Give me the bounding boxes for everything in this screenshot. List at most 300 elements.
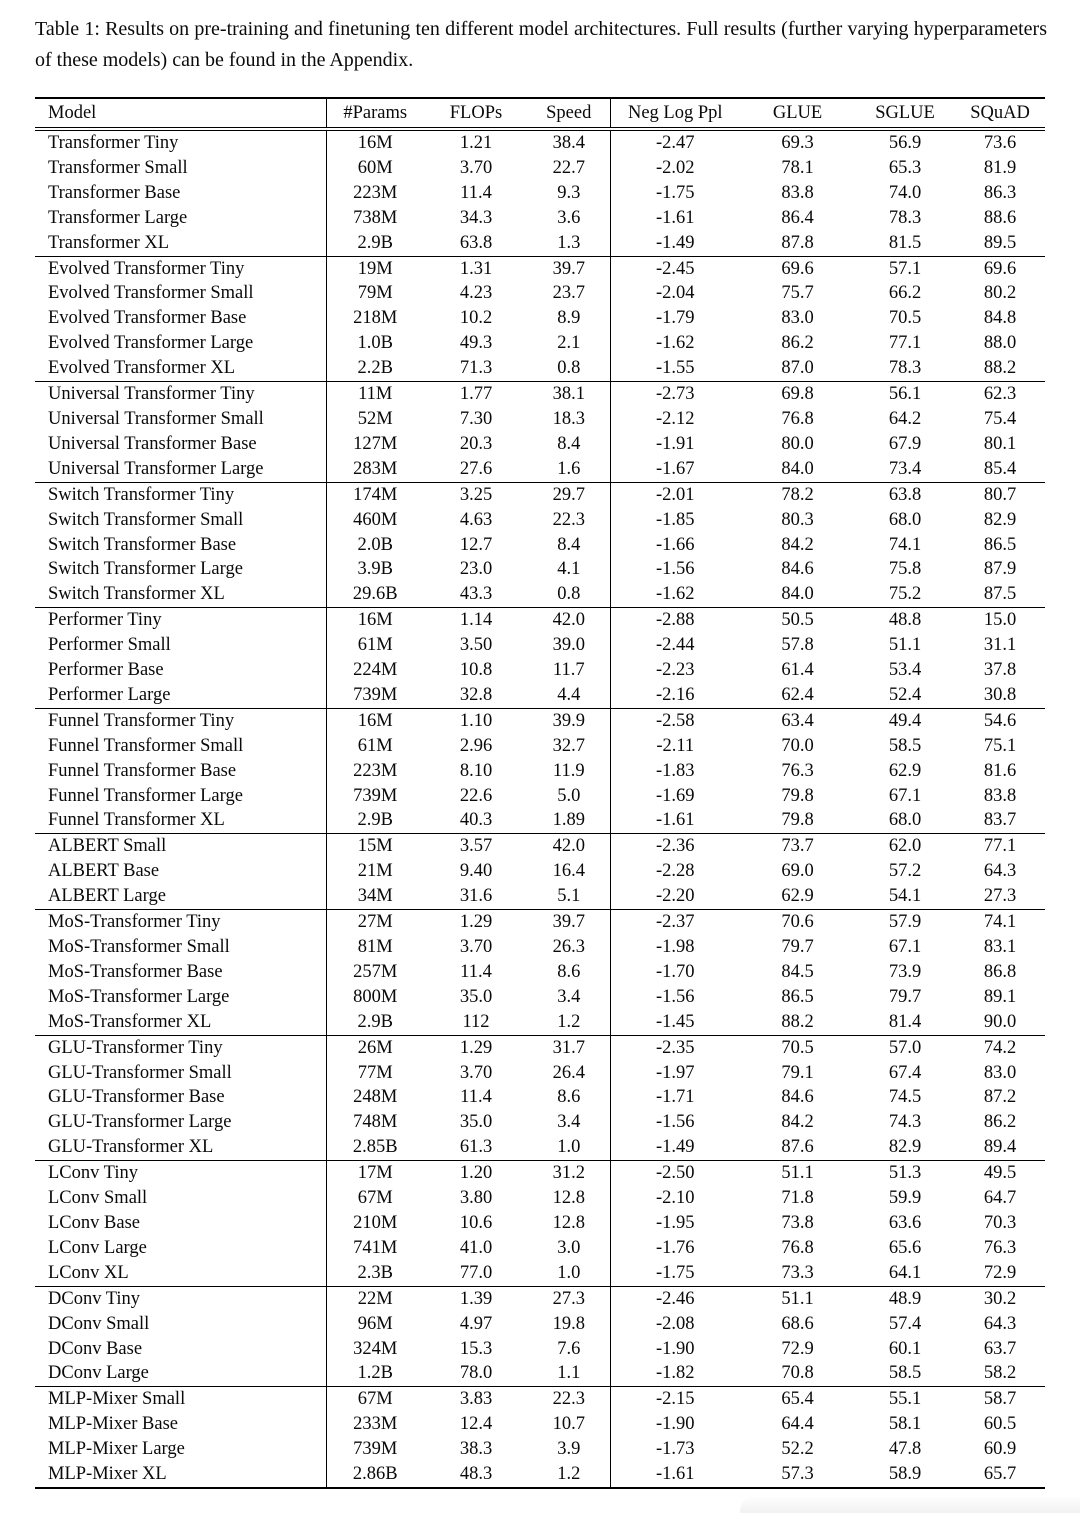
value-cell: 1.1 bbox=[557, 1363, 581, 1384]
model-name-cell: Funnel Transformer Large bbox=[48, 785, 243, 806]
column-header-speed: Speed bbox=[546, 103, 592, 123]
value-cell: 1.0 bbox=[557, 1137, 581, 1158]
table-row bbox=[35, 1010, 1045, 1035]
model-name-cell: Evolved Transformer Small bbox=[48, 283, 254, 304]
value-cell: 78.1 bbox=[781, 157, 814, 178]
value-cell: 75.7 bbox=[781, 283, 814, 304]
value-cell: 74.3 bbox=[888, 1112, 922, 1133]
value-cell: 74.5 bbox=[888, 1087, 922, 1108]
value-cell: 80.3 bbox=[781, 509, 814, 530]
value-cell: 27.6 bbox=[459, 458, 493, 479]
model-name-cell: LConv Small bbox=[48, 1188, 148, 1209]
value-cell: 57.2 bbox=[888, 861, 922, 882]
value-cell: 67M bbox=[326, 1387, 424, 1412]
value-cell: 127M bbox=[326, 432, 424, 457]
value-cell: 76.8 bbox=[781, 1237, 814, 1258]
value-cell: 69.6 bbox=[781, 258, 814, 279]
value-cell: 37.8 bbox=[983, 660, 1017, 681]
value-cell: 64.2 bbox=[888, 408, 922, 429]
model-group bbox=[35, 910, 1045, 1036]
value-cell: 87.9 bbox=[983, 559, 1017, 580]
value-cell: 0.8 bbox=[557, 358, 581, 379]
value-cell: 4.97 bbox=[459, 1313, 493, 1334]
table-row bbox=[35, 1337, 1045, 1362]
table-row bbox=[35, 708, 1045, 733]
value-cell: 70.5 bbox=[888, 308, 922, 329]
table-row bbox=[35, 482, 1045, 507]
value-cell: 84.8 bbox=[983, 308, 1017, 329]
value-cell: 58.7 bbox=[983, 1389, 1017, 1410]
value-cell: 83.0 bbox=[781, 308, 814, 329]
value-cell: 72.9 bbox=[781, 1338, 814, 1359]
value-cell: -2.04 bbox=[610, 281, 740, 306]
value-cell: 27M bbox=[326, 910, 424, 935]
value-cell: 96M bbox=[326, 1312, 424, 1337]
value-cell: 69.8 bbox=[781, 384, 814, 405]
value-cell: 77.1 bbox=[983, 836, 1017, 857]
value-cell: -1.90 bbox=[610, 1337, 740, 1362]
value-cell: 84.6 bbox=[781, 559, 814, 580]
value-cell: 59.9 bbox=[888, 1188, 922, 1209]
value-cell: -1.90 bbox=[610, 1412, 740, 1437]
value-cell: -1.76 bbox=[610, 1236, 740, 1261]
table-row bbox=[35, 1085, 1045, 1110]
value-cell: 61.4 bbox=[781, 660, 814, 681]
model-name-cell: Transformer Tiny bbox=[48, 133, 179, 153]
value-cell: 67.1 bbox=[888, 937, 922, 957]
value-cell: -1.70 bbox=[610, 960, 740, 985]
value-cell: 218M bbox=[326, 306, 424, 331]
value-cell: -2.35 bbox=[610, 1035, 740, 1060]
value-cell: 3.83 bbox=[459, 1389, 493, 1410]
value-cell: 34.3 bbox=[459, 207, 493, 228]
value-cell: 22M bbox=[326, 1286, 424, 1311]
value-cell: 38.3 bbox=[459, 1439, 493, 1460]
value-cell: 79.8 bbox=[781, 810, 814, 831]
value-cell: 3.80 bbox=[459, 1188, 493, 1209]
value-cell: 233M bbox=[326, 1412, 424, 1437]
value-cell: 87.2 bbox=[983, 1087, 1017, 1108]
value-cell: 19.8 bbox=[552, 1313, 585, 1334]
value-cell: 35.0 bbox=[459, 1112, 493, 1133]
model-group bbox=[35, 1387, 1045, 1488]
value-cell: 22.7 bbox=[552, 157, 585, 178]
model-name-cell: MoS-Transformer Tiny bbox=[48, 912, 221, 933]
value-cell: 12.8 bbox=[552, 1188, 585, 1209]
table-row bbox=[35, 231, 1045, 256]
model-group bbox=[35, 382, 1045, 483]
model-group bbox=[35, 834, 1045, 910]
value-cell: 8.4 bbox=[557, 433, 581, 454]
table-row bbox=[35, 985, 1045, 1010]
value-cell: 74.1 bbox=[983, 912, 1017, 933]
table-row bbox=[35, 206, 1045, 231]
value-cell: 87.8 bbox=[781, 232, 814, 253]
table-row bbox=[35, 1186, 1045, 1211]
value-cell: 62.9 bbox=[888, 760, 922, 781]
value-cell: 11.4 bbox=[460, 961, 492, 982]
value-cell: 3.9 bbox=[557, 1439, 581, 1460]
model-name-cell: ALBERT Base bbox=[48, 861, 160, 882]
model-name-cell: DConv Large bbox=[48, 1363, 149, 1384]
value-cell: 32.8 bbox=[459, 684, 493, 705]
value-cell: 76.3 bbox=[781, 760, 814, 781]
table-row bbox=[35, 910, 1045, 935]
model-name-cell: GLU-Transformer XL bbox=[48, 1137, 214, 1158]
value-cell: 1.2 bbox=[557, 1011, 581, 1032]
bottom-edge-shading bbox=[740, 1495, 1080, 1513]
model-name-cell: Funnel Transformer XL bbox=[48, 810, 225, 831]
value-cell: 63.4 bbox=[781, 710, 814, 731]
value-cell: 79.1 bbox=[781, 1062, 814, 1083]
value-cell: -2.37 bbox=[610, 910, 740, 935]
value-cell: 2.1 bbox=[557, 333, 581, 354]
table-row bbox=[35, 759, 1045, 784]
value-cell: 283M bbox=[326, 457, 424, 482]
value-cell: 63.7 bbox=[983, 1338, 1017, 1359]
value-cell: 112 bbox=[462, 1011, 490, 1032]
value-cell: 10.8 bbox=[459, 660, 493, 681]
value-cell: -2.15 bbox=[610, 1387, 740, 1412]
value-cell: 57.9 bbox=[888, 912, 922, 933]
table-row bbox=[35, 1110, 1045, 1135]
table-row bbox=[35, 859, 1045, 884]
model-name-cell: Evolved Transformer Large bbox=[48, 333, 254, 354]
table-row bbox=[35, 306, 1045, 331]
table-row bbox=[35, 1387, 1045, 1412]
value-cell: 39.7 bbox=[552, 258, 585, 279]
model-name-cell: MoS-Transformer Base bbox=[48, 961, 223, 982]
value-cell: 4.23 bbox=[459, 283, 493, 304]
value-cell: 58.9 bbox=[888, 1464, 922, 1485]
value-cell: 75.1 bbox=[983, 735, 1017, 756]
model-name-cell: Evolved Transformer Base bbox=[48, 308, 247, 329]
value-cell: 1.31 bbox=[459, 258, 493, 279]
value-cell: -2.01 bbox=[610, 482, 740, 507]
value-cell: 84.2 bbox=[781, 1112, 814, 1133]
value-cell: 57.3 bbox=[781, 1464, 814, 1485]
value-cell: 11.4 bbox=[460, 1087, 492, 1108]
value-cell: 88.2 bbox=[781, 1011, 814, 1032]
value-cell: 1.89 bbox=[552, 810, 585, 831]
value-cell: 31.1 bbox=[983, 635, 1017, 656]
table-row bbox=[35, 1361, 1045, 1386]
value-cell: 52.2 bbox=[781, 1439, 814, 1460]
table-row bbox=[35, 356, 1045, 381]
model-name-cell: MLP-Mixer XL bbox=[48, 1464, 167, 1485]
value-cell: 65.6 bbox=[888, 1237, 922, 1258]
value-cell: 86.4 bbox=[781, 207, 814, 228]
value-cell: 90.0 bbox=[983, 1011, 1017, 1032]
value-cell: 50.5 bbox=[781, 610, 814, 631]
value-cell: 86.2 bbox=[983, 1112, 1017, 1133]
value-cell: -1.83 bbox=[610, 759, 740, 784]
column-header-glue: GLUE bbox=[772, 103, 823, 123]
value-cell: 3.25 bbox=[459, 484, 493, 505]
value-cell: 1.0 bbox=[557, 1262, 581, 1283]
value-cell: 31.7 bbox=[552, 1037, 585, 1058]
value-cell: 3.0 bbox=[557, 1237, 581, 1258]
value-cell: 3.4 bbox=[557, 986, 581, 1007]
value-cell: 62.9 bbox=[781, 886, 814, 907]
model-name-cell: MLP-Mixer Small bbox=[48, 1389, 186, 1410]
value-cell: 60.5 bbox=[983, 1414, 1017, 1435]
value-cell: 82.9 bbox=[888, 1137, 922, 1158]
model-name-cell: Switch Transformer Small bbox=[48, 509, 244, 530]
value-cell: -1.71 bbox=[610, 1085, 740, 1110]
value-cell: 53.4 bbox=[888, 660, 922, 681]
value-cell: 739M bbox=[326, 683, 424, 708]
value-cell: 76.8 bbox=[781, 408, 814, 429]
value-cell: 30.2 bbox=[983, 1288, 1017, 1309]
model-group bbox=[35, 608, 1045, 709]
model-name-cell: DConv Tiny bbox=[48, 1288, 141, 1309]
value-cell: -1.75 bbox=[610, 1261, 740, 1286]
value-cell: 67.1 bbox=[888, 785, 922, 806]
value-cell: -1.66 bbox=[610, 533, 740, 558]
value-cell: 19M bbox=[326, 256, 424, 281]
model-name-cell: GLU-Transformer Large bbox=[48, 1112, 232, 1133]
value-cell: 89.1 bbox=[983, 986, 1017, 1007]
value-cell: 84.0 bbox=[781, 458, 814, 479]
value-cell: 12.7 bbox=[459, 534, 493, 555]
value-cell: 68.6 bbox=[781, 1313, 814, 1334]
value-cell: 48.8 bbox=[888, 610, 922, 631]
value-cell: 70.5 bbox=[781, 1037, 814, 1058]
value-cell: 741M bbox=[326, 1236, 424, 1261]
value-cell: 65.3 bbox=[888, 157, 922, 178]
model-name-cell: Funnel Transformer Base bbox=[48, 760, 237, 781]
value-cell: -2.10 bbox=[610, 1186, 740, 1211]
value-cell: 62.4 bbox=[781, 684, 814, 705]
table-row bbox=[35, 884, 1045, 909]
value-cell: -2.11 bbox=[610, 734, 740, 759]
value-cell: 61M bbox=[326, 633, 424, 658]
value-cell: 65.4 bbox=[781, 1389, 814, 1410]
value-cell: 85.4 bbox=[983, 458, 1017, 479]
model-name-cell: GLU-Transformer Base bbox=[48, 1087, 225, 1108]
value-cell: -1.61 bbox=[610, 1462, 740, 1488]
value-cell: 8.4 bbox=[557, 534, 581, 555]
value-cell: 38.1 bbox=[552, 384, 585, 405]
value-cell: 0.8 bbox=[557, 584, 581, 605]
value-cell: 83.8 bbox=[983, 785, 1017, 806]
model-name-cell: LConv Tiny bbox=[48, 1163, 138, 1184]
value-cell: 81.4 bbox=[888, 1011, 922, 1032]
value-cell: 1.29 bbox=[459, 912, 493, 933]
value-cell: 73.8 bbox=[781, 1212, 814, 1233]
table-row bbox=[35, 734, 1045, 759]
value-cell: -2.02 bbox=[610, 156, 740, 181]
value-cell: 79.7 bbox=[781, 937, 814, 957]
value-cell: 82.9 bbox=[983, 509, 1017, 530]
value-cell: 83.7 bbox=[983, 810, 1017, 831]
value-cell: 56.1 bbox=[888, 384, 922, 405]
value-cell: -2.50 bbox=[610, 1161, 740, 1186]
value-cell: -2.20 bbox=[610, 884, 740, 909]
value-cell: 54.6 bbox=[983, 710, 1017, 731]
value-cell: 9.40 bbox=[459, 861, 493, 882]
table-row bbox=[35, 808, 1045, 833]
value-cell: 16M bbox=[326, 129, 424, 156]
value-cell: 7.30 bbox=[459, 408, 493, 429]
value-cell: 2.2B bbox=[326, 356, 424, 381]
value-cell: 77M bbox=[326, 1061, 424, 1086]
table-row bbox=[35, 608, 1045, 633]
value-cell: -1.56 bbox=[610, 1110, 740, 1135]
value-cell: 78.0 bbox=[459, 1363, 493, 1384]
value-cell: 86.2 bbox=[781, 333, 814, 354]
value-cell: 26M bbox=[326, 1035, 424, 1060]
value-cell: 49.3 bbox=[459, 333, 493, 354]
value-cell: -1.45 bbox=[610, 1010, 740, 1035]
value-cell: -1.55 bbox=[610, 356, 740, 381]
value-cell: 73.6 bbox=[983, 133, 1017, 153]
model-name-cell: DConv Small bbox=[48, 1313, 150, 1334]
value-cell: 84.2 bbox=[781, 534, 814, 555]
value-cell: 34M bbox=[326, 884, 424, 909]
value-cell: -1.56 bbox=[610, 985, 740, 1010]
value-cell: 5.0 bbox=[557, 785, 581, 806]
value-cell: 70.6 bbox=[781, 912, 814, 933]
value-cell: 68.0 bbox=[888, 509, 922, 530]
table-row bbox=[35, 508, 1045, 533]
value-cell: -1.67 bbox=[610, 457, 740, 482]
model-name-cell: MLP-Mixer Large bbox=[48, 1439, 185, 1460]
model-name-cell: Transformer Large bbox=[48, 207, 188, 228]
table-header bbox=[35, 98, 1045, 129]
model-name-cell: Transformer XL bbox=[48, 232, 170, 253]
value-cell: 64.1 bbox=[888, 1262, 922, 1283]
table-row bbox=[35, 1286, 1045, 1311]
value-cell: 2.86B bbox=[326, 1462, 424, 1488]
value-cell: 55.1 bbox=[888, 1389, 922, 1410]
value-cell: -1.61 bbox=[610, 808, 740, 833]
model-name-cell: Funnel Transformer Small bbox=[48, 735, 244, 756]
value-cell: 63.8 bbox=[459, 232, 493, 253]
value-cell: 61M bbox=[326, 734, 424, 759]
value-cell: 27.3 bbox=[552, 1288, 585, 1309]
value-cell: -2.47 bbox=[610, 129, 740, 156]
column-header-neg-log-ppl: Neg Log Ppl bbox=[610, 98, 740, 129]
value-cell: 41.0 bbox=[459, 1237, 493, 1258]
table-row bbox=[35, 960, 1045, 985]
value-cell: 23.7 bbox=[552, 283, 585, 304]
value-cell: 15.0 bbox=[983, 610, 1017, 631]
value-cell: -2.58 bbox=[610, 708, 740, 733]
value-cell: 11M bbox=[326, 382, 424, 407]
value-cell: 73.4 bbox=[888, 458, 922, 479]
value-cell: 18.3 bbox=[552, 408, 585, 429]
value-cell: 739M bbox=[326, 784, 424, 809]
value-cell: 31.6 bbox=[459, 886, 493, 907]
value-cell: 74.2 bbox=[983, 1037, 1017, 1058]
value-cell: -2.46 bbox=[610, 1286, 740, 1311]
value-cell: -1.61 bbox=[610, 206, 740, 231]
table-row bbox=[35, 1437, 1045, 1462]
value-cell: 86.5 bbox=[781, 986, 814, 1007]
value-cell: 223M bbox=[326, 759, 424, 784]
value-cell: 69.3 bbox=[781, 133, 814, 153]
model-name-cell: ALBERT Small bbox=[48, 836, 167, 857]
model-name-cell: Performer Tiny bbox=[48, 610, 162, 631]
value-cell: 2.9B bbox=[326, 231, 424, 256]
table-row bbox=[35, 331, 1045, 356]
value-cell: 1.20 bbox=[459, 1163, 493, 1184]
value-cell: 86.8 bbox=[983, 961, 1017, 982]
value-cell: 1.2 bbox=[557, 1464, 581, 1485]
value-cell: 75.4 bbox=[983, 408, 1017, 429]
model-group bbox=[35, 1035, 1045, 1161]
value-cell: 74.1 bbox=[888, 534, 922, 555]
value-cell: 57.8 bbox=[781, 635, 814, 656]
value-cell: 248M bbox=[326, 1085, 424, 1110]
model-name-cell: DConv Base bbox=[48, 1338, 143, 1359]
value-cell: 67.4 bbox=[888, 1062, 922, 1083]
value-cell: 62.3 bbox=[983, 384, 1017, 405]
value-cell: 27.3 bbox=[983, 886, 1017, 907]
value-cell: 4.4 bbox=[557, 684, 581, 705]
value-cell: 3.50 bbox=[459, 635, 493, 656]
value-cell: 210M bbox=[326, 1211, 424, 1236]
value-cell: 67.9 bbox=[888, 433, 922, 454]
model-name-cell: ALBERT Large bbox=[48, 886, 166, 907]
value-cell: 61.3 bbox=[459, 1137, 493, 1158]
value-cell: 1.0B bbox=[326, 331, 424, 356]
value-cell: -2.08 bbox=[610, 1312, 740, 1337]
table-row bbox=[35, 1135, 1045, 1160]
value-cell: 738M bbox=[326, 206, 424, 231]
value-cell: -1.62 bbox=[610, 582, 740, 607]
model-name-cell: Evolved Transformer XL bbox=[48, 358, 236, 379]
value-cell: 88.2 bbox=[983, 358, 1017, 379]
value-cell: 42.0 bbox=[552, 836, 585, 857]
value-cell: 21M bbox=[326, 859, 424, 884]
model-name-cell: Switch Transformer Large bbox=[48, 559, 243, 580]
value-cell: 11.9 bbox=[552, 760, 585, 781]
value-cell: 74.0 bbox=[888, 182, 922, 203]
value-cell: 66.2 bbox=[888, 283, 922, 304]
table-row bbox=[35, 1312, 1045, 1337]
value-cell: 76.3 bbox=[983, 1237, 1017, 1258]
value-cell: 1.77 bbox=[459, 384, 493, 405]
value-cell: 78.2 bbox=[781, 484, 814, 505]
value-cell: 81.6 bbox=[983, 760, 1017, 781]
value-cell: 81.5 bbox=[888, 232, 922, 253]
model-group bbox=[35, 256, 1045, 382]
value-cell: 64.3 bbox=[983, 861, 1017, 882]
value-cell: 4.1 bbox=[557, 559, 581, 580]
value-cell: 49.5 bbox=[983, 1163, 1017, 1184]
value-cell: 63.6 bbox=[888, 1212, 922, 1233]
model-name-cell: Switch Transformer Tiny bbox=[48, 484, 235, 505]
table-row bbox=[35, 1236, 1045, 1261]
value-cell: 174M bbox=[326, 482, 424, 507]
value-cell: 2.9B bbox=[326, 808, 424, 833]
value-cell: 47.8 bbox=[888, 1439, 922, 1460]
value-cell: 2.85B bbox=[326, 1135, 424, 1160]
value-cell: 3.9B bbox=[326, 557, 424, 582]
value-cell: 257M bbox=[326, 960, 424, 985]
value-cell: 75.8 bbox=[888, 559, 922, 580]
value-cell: 16M bbox=[326, 608, 424, 633]
value-cell: 40.3 bbox=[459, 810, 493, 831]
model-name-cell: LConv Large bbox=[48, 1237, 147, 1258]
value-cell: 48.3 bbox=[459, 1464, 493, 1485]
value-cell: 16M bbox=[326, 708, 424, 733]
value-cell: -1.95 bbox=[610, 1211, 740, 1236]
model-group bbox=[35, 129, 1045, 256]
